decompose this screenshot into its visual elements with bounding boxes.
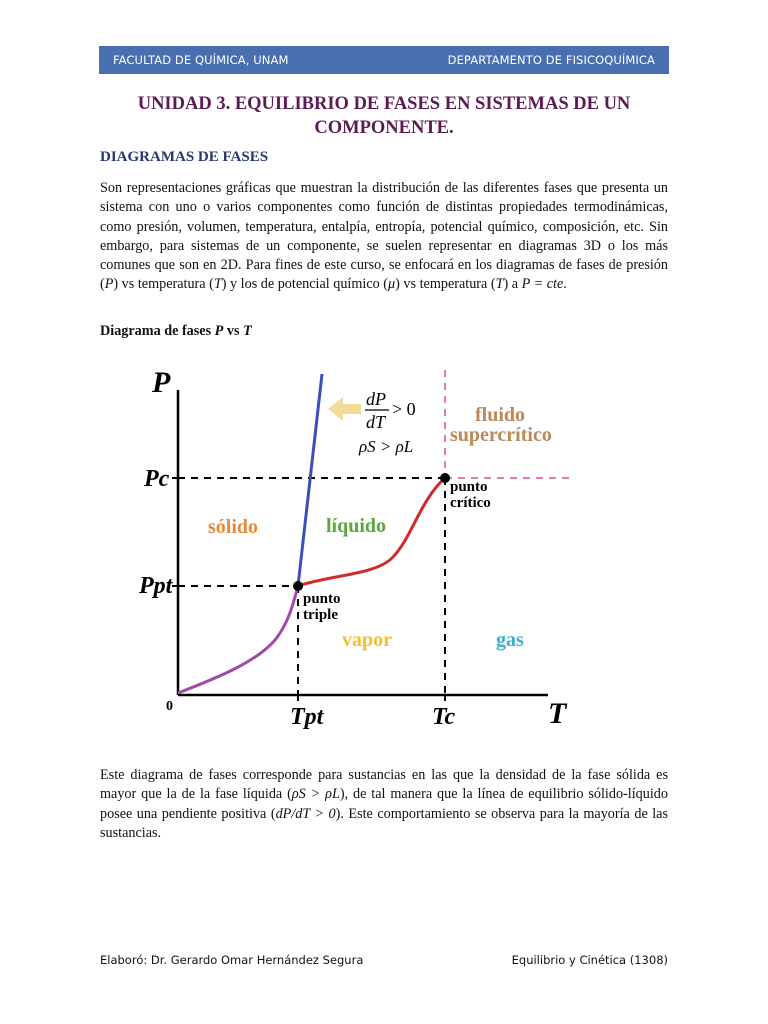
para1-var-mu: μ xyxy=(388,276,396,293)
header-faculty: FACULTAD DE QUÍMICA, UNAM xyxy=(113,53,289,67)
slope-numerator: dP xyxy=(366,389,386,409)
critical-point-label-1: punto xyxy=(450,479,488,495)
t-axis-label: T xyxy=(548,697,567,730)
origin-label: 0 xyxy=(166,699,173,714)
solid-region-label: sólido xyxy=(208,516,259,538)
supercritical-region-label: supercrítico xyxy=(450,424,552,446)
critical-point-label-2: crítico xyxy=(450,495,491,511)
slope-denominator: dT xyxy=(366,412,386,432)
triple-point-marker xyxy=(293,581,303,591)
para1-text-6: . xyxy=(563,276,567,293)
para1-var-p: P xyxy=(104,276,114,293)
para2-text-2: ), de tal manera que la línea de equilibrio sólido-líquido posee una pendiente positiva ( xyxy=(100,786,668,822)
triple-point-label-2: triple xyxy=(303,607,338,623)
unit-title xyxy=(100,92,668,140)
header-department: DEPARTAMENTO DE FISICOQUÍMICA xyxy=(447,53,655,67)
unit-title-line2: COMPONENTE. xyxy=(314,118,454,138)
solid-vapor-curve xyxy=(178,586,298,693)
para2-text-1: Este diagrama de fases corresponde para sustancias en las que la densidad de la fase sólida es mayor que la de la fase líquida ( xyxy=(100,767,668,803)
subheading-var-p: P xyxy=(214,323,224,339)
critical-point-marker xyxy=(440,473,450,483)
para2-slope: dP/dT > 0 xyxy=(275,805,336,822)
para1-text-4: ) vs temperatura ( xyxy=(395,276,496,293)
page-header-bar xyxy=(99,46,669,74)
para1-text-5: ) a xyxy=(503,276,522,293)
subheading-vs: vs xyxy=(223,323,244,339)
para2-text-3: ). Este comportamiento se observa para la mayoría de las sustancias. xyxy=(100,805,668,841)
para1-text-3: ) y los de potencial químico ( xyxy=(221,276,389,293)
footer-author: Elaboró: Dr. Gerardo Omar Hernández Segura xyxy=(100,953,364,967)
para1-text-1: Son representaciones gráficas que muestran la distribución de las diferentes fases que presenta un sistema con uno o varios componentes como función de distintas propiedades termodinámicas, como presión, volumen, temperatura, entalpía, entropía, potencial químico, composición, etc. Sin embargo, para sistemas de un componente, se suelen representar en diagramas 3D o los más comunes que son en 2D. Para fines de este curso, se enfocará en los diagramas de fases de presión ( xyxy=(100,180,668,293)
slope-arrow-icon xyxy=(328,397,361,421)
phase-diagram xyxy=(130,360,580,740)
para1-text-2: ) vs temperatura ( xyxy=(113,276,214,293)
footer-course: Equilibrio y Cinética (1308) xyxy=(511,953,668,967)
fluid-region-label: fluido xyxy=(475,404,526,426)
slope-inequality: > 0 xyxy=(392,399,416,419)
subheading-text: Diagrama de fases xyxy=(100,323,215,339)
triple-point-label-1: punto xyxy=(303,591,341,607)
section-heading: DIAGRAMAS DE FASES xyxy=(100,149,269,165)
density-inequality: ρS > ρL xyxy=(359,437,414,456)
solid-liquid-line xyxy=(298,374,322,586)
tc-label: Tc xyxy=(432,704,456,730)
para1-condition: P = cte xyxy=(521,276,564,293)
unit-title-line1: UNIDAD 3. EQUILIBRIO DE FASES EN SISTEMAS DE UN xyxy=(137,94,631,114)
liquid-region-label: líquido xyxy=(326,515,387,537)
subheading-var-t: T xyxy=(243,323,252,339)
para2-density-inequality: ρS > ρL xyxy=(291,786,340,803)
gas-region-label: gas xyxy=(496,629,524,651)
para1-var-t: T xyxy=(213,276,222,293)
para1-var-t2: T xyxy=(495,276,504,293)
vapor-region-label: vapor xyxy=(342,629,392,651)
page-footer xyxy=(100,953,668,967)
intro-paragraph xyxy=(100,179,668,295)
explanation-paragraph xyxy=(100,766,668,843)
ppt-label: Ppt xyxy=(139,573,173,599)
tpt-label: Tpt xyxy=(290,704,324,730)
pc-label: Pc xyxy=(144,466,170,492)
diagram-subheading xyxy=(100,323,252,340)
p-axis-label: P xyxy=(152,366,171,399)
